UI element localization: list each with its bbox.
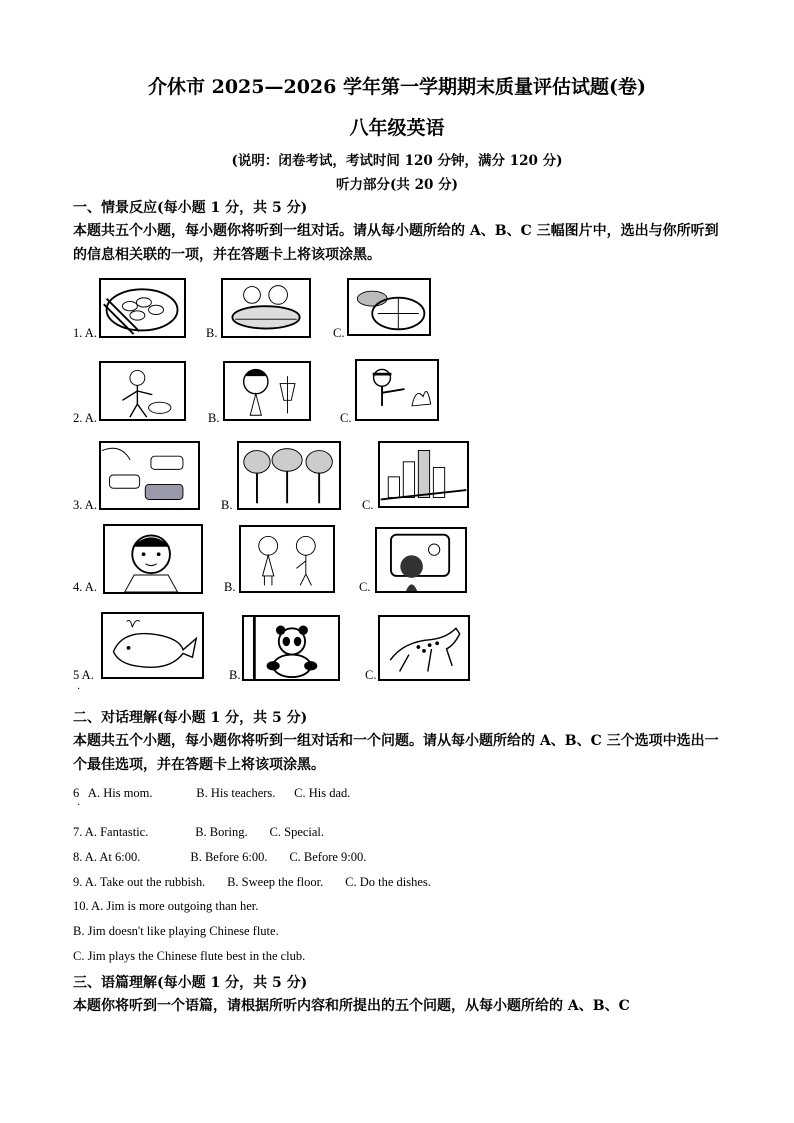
row2-label-a: 2. A. [73, 411, 97, 425]
exam-subtitle: 八年级英语 [349, 117, 445, 139]
row2-label-b: B. [208, 411, 220, 425]
q4-picture-a-girl [103, 524, 203, 594]
listening-part-heading: 听力部分(共 20 分) [336, 177, 458, 193]
q3-picture-b-forest [237, 441, 341, 510]
q3-picture-c-city [378, 441, 469, 508]
row4-label-a: 4. A. [73, 580, 97, 594]
question-10-option-c: C. Jim plays the Chinese flute best in the club. [73, 949, 306, 963]
row4-label-b: B. [224, 580, 236, 594]
q5-picture-b-panda [242, 615, 340, 681]
row1-label-b: B. [206, 326, 218, 340]
section2-instruction: 本题共五个小题，每小题你将听到一组对话和一个问题。请从每小题所给的 A、B、C 三个选项中选出一个最佳选项，并在答题卡上将该项涂黑。 [73, 733, 719, 773]
question-9: 9. A. Take out the rubbish. B. Sweep the floor. C. Do the dishes. [73, 875, 431, 889]
q4-picture-b-two-kids [239, 525, 335, 593]
row5-label-a: 5 A. [73, 668, 94, 682]
row5-label-b: B. [229, 668, 241, 682]
q2-picture-a-cleaning [99, 361, 186, 421]
question-8: 8. A. At 6:00. B. Before 6:00. C. Before 9:00. [73, 850, 367, 864]
section3-heading: 三、语篇理解(每小题 1 分，共 5 分) [73, 975, 308, 991]
stray-mark: · [77, 800, 81, 811]
question-6: 6 A. His mom. B. His teachers. C. His dad. [73, 786, 351, 800]
q2-picture-b-girl-fashion [223, 361, 311, 421]
q4-picture-c-tv-show [375, 527, 467, 593]
row3-label-c: C. [362, 498, 374, 512]
row1-label-c: C. [333, 326, 345, 340]
q5-picture-a-whale [101, 612, 204, 679]
exam-title: 介休市 2025—2026 学年第一学期期末质量评估试题(卷) [148, 76, 646, 98]
row2-label-c: C. [340, 411, 352, 425]
row3-label-a: 3. A. [73, 498, 97, 512]
q2-picture-c-firefighter [355, 359, 439, 421]
section1-heading: 一、情景反应(每小题 1 分，共 5 分) [73, 200, 308, 216]
row3-label-b: B. [221, 498, 233, 512]
section2-heading: 二、对话理解(每小题 1 分，共 5 分) [73, 710, 308, 726]
section3-instruction: 本题你将听到一个语篇，请根据所听内容和所提出的五个问题，从每小题所给的 A、B、C [73, 998, 630, 1014]
stray-mark: · [77, 684, 81, 695]
question-10-option-a: 10. A. Jim is more outgoing than her. [73, 899, 259, 913]
q3-picture-a-traffic [99, 441, 200, 510]
q1-picture-b-pie [221, 278, 311, 338]
row5-label-c: C. [365, 668, 377, 682]
section1-instruction: 本题共五个小题，每小题你将听到一组对话。请从每小题所给的 A、B、C 三幅图片中，选出与你所听到的信息相关联的一项，并在答题卡上将该项涂黑。 [73, 223, 719, 263]
q5-picture-c-leopard [378, 615, 470, 681]
question-10-option-b: B. Jim doesn't like playing Chinese flute. [73, 924, 279, 938]
row4-label-c: C. [359, 580, 371, 594]
question-7: 7. A. Fantastic. B. Boring. C. Special. [73, 825, 325, 839]
q1-picture-c-food-plate [347, 278, 431, 336]
q1-picture-a-dumplings [99, 278, 186, 338]
exam-note: (说明：闭卷考试，考试时间 120 分钟，满分 120 分) [231, 153, 563, 169]
row1-label-a: 1. A. [73, 326, 97, 340]
